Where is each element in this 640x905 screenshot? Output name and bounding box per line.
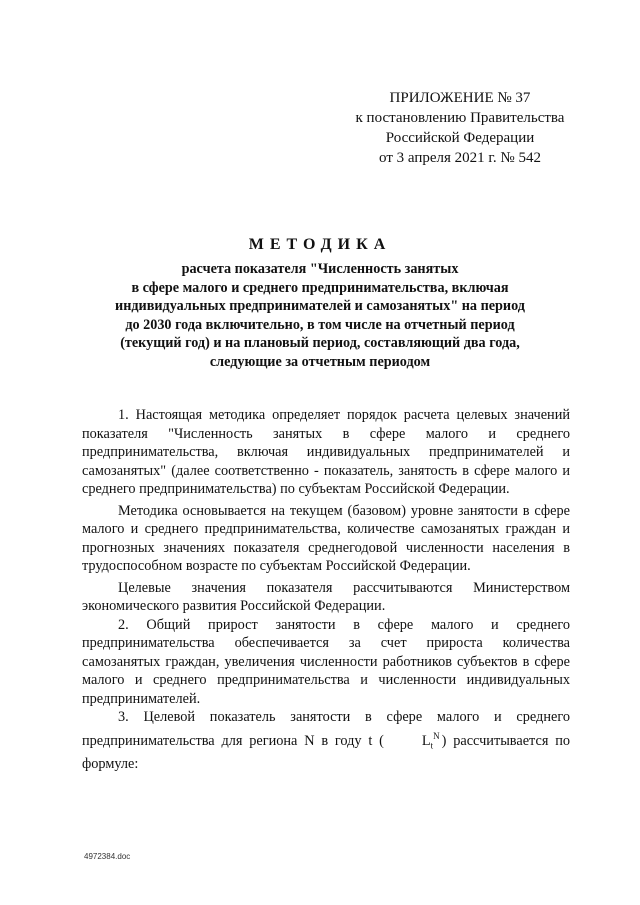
formula-symbol-superscript: N <box>433 730 440 741</box>
appendix-number: ПРИЛОЖЕНИЕ № 37 <box>389 90 531 106</box>
appendix-header <box>330 88 590 168</box>
document-body <box>82 406 570 773</box>
formula-symbol-letter: L <box>421 732 431 749</box>
document-title: МЕТОДИКА <box>248 236 392 253</box>
file-name-footer: 4972384.doc <box>84 852 131 861</box>
formula-symbol <box>384 727 442 755</box>
subtitle-line: до 2030 года включительно, в том числе на отчетный период <box>125 316 515 333</box>
appendix-date: от 3 апреля 2021 г. № 542 <box>379 150 541 166</box>
appendix-government: Российской Федерации <box>385 130 535 146</box>
paragraph-3: Целевые значения показателя рассчитываются Министерством экономического развития Российской Федерации. <box>82 579 570 614</box>
paragraph-2: Методика основывается на текущем (базовом) уровне занятости в сфере малого и среднего предпринимательства, количестве самозанятых граждан и прогнозных значениях показателя среднегодовой численности населения в трудоспособном возрасте по субъектам Российской Федерации. <box>82 502 570 574</box>
paragraph-4: 2. Общий прирост занятости в сфере малого и среднего предпринимательства обеспечивается за счет прироста количества самозанятых граждан, увеличения численности работников субъектов в сфере малого и среднего предпринимательства и численности индивидуальных предпринимателей. <box>82 616 570 707</box>
document-subtitle <box>60 260 580 371</box>
appendix-resolution: к постановлению Правительства <box>355 110 565 126</box>
paragraph-5 <box>82 708 570 773</box>
subtitle-line: следующие за отчетным периодом <box>209 353 431 370</box>
paragraph-5-text-before: 3. Целевой показатель занятости в сфере малого и среднего предпринимательства для региона N в году t ( <box>82 709 570 749</box>
paragraph-1: 1. Настоящая методика определяет порядок расчета целевых значений показателя "Численность занятых в сфере малого и среднего предпринимательства, включая индивидуальных предпринимателей и самозанятых" (далее соответственно - показатель, занятость в сфере малого и среднего предпринимательства) по субъектам Российской Федерации. <box>82 407 570 497</box>
subtitle-line: индивидуальных предпринимателей и самозанятых" на период <box>115 298 525 314</box>
subtitle-line: (текущий год) и на плановый период, составляющий два года, <box>120 335 520 351</box>
paragraph-5-text-after: ) рассчитывается по формуле: <box>82 732 570 772</box>
subtitle-line: расчета показателя "Численность занятых <box>181 261 459 277</box>
formula-symbol-subscript: t <box>430 740 434 751</box>
subtitle-line: в сфере малого и среднего предпринимательства, включая <box>131 279 509 296</box>
